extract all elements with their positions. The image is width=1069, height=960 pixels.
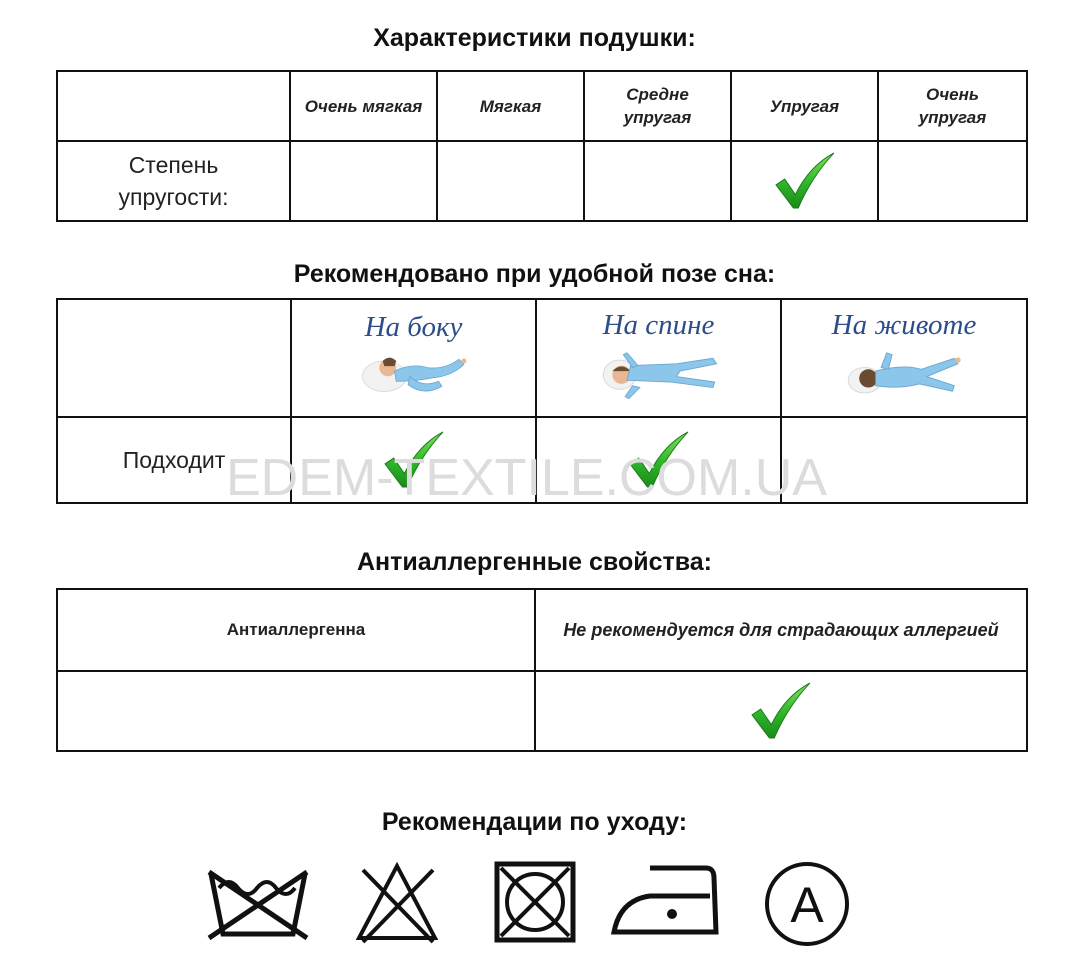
allergy-header-antiallergenic: Антиаллергенна [57, 589, 535, 671]
svg-text:A: A [790, 877, 824, 933]
iron-low-temperature-icon [610, 860, 722, 938]
section-title-characteristics: Характеристики подушки: [373, 24, 696, 52]
section-title-antiallergenic: Антиаллергенные свойства: [357, 548, 712, 576]
side-sleeper-image [359, 342, 469, 402]
firmness-header-very-soft: Очень мягкая [290, 71, 437, 141]
allergy-table [56, 588, 1028, 752]
position-cell-side [291, 417, 536, 503]
allergy-cell-not-recommended [535, 671, 1027, 751]
position-header-side: На боку [291, 299, 536, 417]
back-sleeper-image [599, 340, 719, 404]
firmness-header-very-firm: Очень упругая [878, 71, 1027, 141]
do-not-bleach-icon [355, 860, 439, 944]
firmness-cell-firm [731, 141, 878, 221]
sleep-position-table [56, 298, 1028, 504]
firmness-cell-soft [437, 141, 584, 221]
do-not-wash-icon [205, 860, 311, 942]
allergy-header-not-recommended: Не рекомендуется для страдающих аллергией [535, 589, 1027, 671]
check-icon [628, 431, 690, 489]
check-icon [750, 682, 812, 740]
do-not-tumble-dry-icon [493, 860, 577, 944]
check-icon [383, 431, 445, 489]
section-title-care: Рекомендации по уходу: [381, 808, 688, 836]
watermark: EDEM-TEXTILE.COM.UA [226, 449, 827, 507]
position-row-label: Подходит [57, 417, 291, 503]
stomach-sleeper-image [844, 340, 964, 404]
position-header-stomach: На животе [781, 299, 1027, 417]
firmness-row-label: Степень упругости: [57, 141, 290, 221]
firmness-table [56, 70, 1028, 222]
care-icons-row [205, 860, 855, 950]
firmness-header-soft: Мягкая [437, 71, 584, 141]
dry-clean-a-icon [763, 860, 851, 948]
allergy-cell-antiallergenic [57, 671, 535, 751]
position-cell-stomach [781, 417, 1027, 503]
firmness-header-empty [57, 71, 290, 141]
firmness-header-medium: Средне упругая [584, 71, 731, 141]
position-cell-back [536, 417, 781, 503]
firmness-cell-very-soft [290, 141, 437, 221]
position-header-empty [57, 299, 291, 417]
position-header-back: На спине [536, 299, 781, 417]
check-icon [774, 152, 836, 210]
firmness-cell-very-firm [878, 141, 1027, 221]
firmness-cell-medium [584, 141, 731, 221]
section-title-sleep-position: Рекомендовано при удобной позе сна: [293, 260, 776, 288]
firmness-header-firm: Упругая [731, 71, 878, 141]
